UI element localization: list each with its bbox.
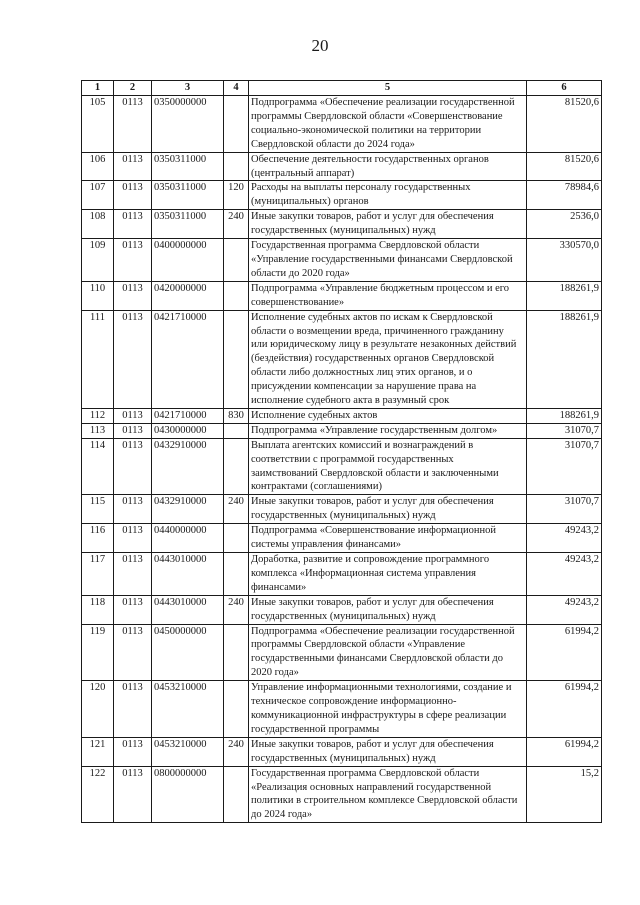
description-line: (центральный аппарат) <box>251 167 355 179</box>
amount-cell: 2536,0 <box>527 210 602 239</box>
description-line: области либо должностных лиц этих органов, и о <box>251 367 473 379</box>
header-col-1: 1 <box>82 81 114 96</box>
description-cell <box>249 96 527 153</box>
description-line: Подпрограмма «Управление государственным долгом» <box>251 424 498 436</box>
department-code-cell: 0113 <box>114 281 152 310</box>
expense-type-code-cell <box>224 239 249 282</box>
description-cell <box>249 524 527 553</box>
table-row <box>82 595 602 624</box>
row-number-cell: 106 <box>82 152 114 181</box>
description-line: техническое сопровождение информационно- <box>251 696 457 708</box>
table-header-row <box>82 81 602 96</box>
description-line: Доработка, развитие и сопровождение программного <box>251 554 490 565</box>
row-number-cell: 120 <box>82 681 114 738</box>
expense-type-code-cell <box>224 553 249 596</box>
description-cell <box>249 495 527 524</box>
target-article-code-cell: 0450000000 <box>152 624 224 681</box>
amount-cell: 81520,6 <box>527 152 602 181</box>
description-cell <box>249 408 527 423</box>
department-code-cell: 0113 <box>114 495 152 524</box>
row-number-cell: 108 <box>82 210 114 239</box>
target-article-code-cell: 0421710000 <box>152 310 224 408</box>
description-line: Исполнение судебных актов по искам к Свердловской <box>251 311 493 323</box>
amount-cell: 81520,6 <box>527 96 602 153</box>
expense-type-code-cell <box>224 624 249 681</box>
target-article-code-cell: 0350311000 <box>152 181 224 210</box>
department-code-cell: 0113 <box>114 408 152 423</box>
amount-cell: 49243,2 <box>527 595 602 624</box>
table-row <box>82 495 602 524</box>
description-line: исполнение судебного акта в разумный срок <box>251 395 450 407</box>
department-code-cell: 0113 <box>114 766 152 823</box>
description-line: Подпрограмма «Обеспечение реализации государственной <box>251 97 515 108</box>
description-line: или юридическому лицу в результате незаконных действий <box>251 339 517 351</box>
description-line: коммуникационной инфраструктуры в сфере реализации <box>251 709 507 721</box>
description-line: Свердловской области до 2024 года» <box>251 138 415 150</box>
description-line: Иные закупки товаров, работ и услуг для обеспечения <box>251 211 494 223</box>
table-row <box>82 96 602 153</box>
expense-type-code-cell: 240 <box>224 595 249 624</box>
amount-cell: 49243,2 <box>527 524 602 553</box>
department-code-cell: 0113 <box>114 438 152 495</box>
table-row <box>82 239 602 282</box>
description-line: Иные закупки товаров, работ и услуг для обеспечения <box>251 496 494 508</box>
amount-cell: 61994,2 <box>527 737 602 766</box>
amount-cell: 78984,6 <box>527 181 602 210</box>
amount-cell: 188261,9 <box>527 281 602 310</box>
header-col-4: 4 <box>224 81 249 96</box>
description-cell <box>249 210 527 239</box>
description-line: государственными финансами Свердловской области до <box>251 653 504 665</box>
description-cell <box>249 423 527 438</box>
expense-type-code-cell: 120 <box>224 181 249 210</box>
target-article-code-cell: 0420000000 <box>152 281 224 310</box>
description-line: (муниципальных) органов <box>251 196 369 208</box>
target-article-code-cell: 0432910000 <box>152 438 224 495</box>
expense-type-code-cell <box>224 438 249 495</box>
table-row <box>82 438 602 495</box>
amount-cell: 15,2 <box>527 766 602 823</box>
table-row <box>82 310 602 408</box>
description-line: Управление информационными технологиями, создание и <box>251 682 512 694</box>
row-number-cell: 105 <box>82 96 114 153</box>
table-row <box>82 210 602 239</box>
amount-cell: 61994,2 <box>527 681 602 738</box>
row-number-cell: 112 <box>82 408 114 423</box>
target-article-code-cell: 0430000000 <box>152 423 224 438</box>
header-col-2: 2 <box>114 81 152 96</box>
description-line: Обеспечение деятельности государственных органов <box>251 153 489 165</box>
target-article-code-cell: 0453210000 <box>152 681 224 738</box>
description-line: Исполнение судебных актов <box>251 409 378 421</box>
department-code-cell: 0113 <box>114 624 152 681</box>
amount-cell: 330570,0 <box>527 239 602 282</box>
header-col-5: 5 <box>249 81 527 96</box>
table-row <box>82 181 602 210</box>
description-cell <box>249 152 527 181</box>
amount-cell: 188261,9 <box>527 408 602 423</box>
description-line: заимствований Свердловской области и заключенными <box>251 467 499 479</box>
description-line: «Реализация основных направлений государственной <box>251 781 492 793</box>
expense-type-code-cell: 240 <box>224 495 249 524</box>
expense-type-code-cell <box>224 681 249 738</box>
budget-table <box>81 80 602 823</box>
expense-type-code-cell: 830 <box>224 408 249 423</box>
row-number-cell: 113 <box>82 423 114 438</box>
description-line: Иные закупки товаров, работ и услуг для обеспечения <box>251 738 494 750</box>
expense-type-code-cell <box>224 281 249 310</box>
page-number: 20 <box>311 36 329 55</box>
description-line: государственной программы <box>251 723 380 735</box>
description-line: Выплата агентских комиссий и вознаграждений в <box>251 439 474 451</box>
description-line: социально-экономической политики на территории <box>251 124 482 136</box>
description-line: финансами» <box>251 581 307 593</box>
row-number-cell: 114 <box>82 438 114 495</box>
table-row <box>82 408 602 423</box>
expense-type-code-cell <box>224 766 249 823</box>
description-line: комплекса «Информационная система управления <box>251 567 476 579</box>
description-cell <box>249 438 527 495</box>
department-code-cell: 0113 <box>114 553 152 596</box>
description-line: соответствии с программой государственных <box>251 453 454 465</box>
target-article-code-cell: 0453210000 <box>152 737 224 766</box>
department-code-cell: 0113 <box>114 524 152 553</box>
description-cell <box>249 239 527 282</box>
row-number-cell: 118 <box>82 595 114 624</box>
description-line: программы Свердловской области «Совершенствование <box>251 110 503 122</box>
description-line: политики в строительном комплексе Свердловской области <box>251 795 518 807</box>
table-row <box>82 766 602 823</box>
expense-type-code-cell <box>224 152 249 181</box>
description-line: государственных (муниципальных) нужд <box>251 225 436 237</box>
description-cell <box>249 681 527 738</box>
amount-cell: 188261,9 <box>527 310 602 408</box>
description-line: Подпрограмма «Управление бюджетным процессом и его <box>251 282 510 294</box>
description-line: Государственная программа Свердловской области <box>251 240 480 252</box>
department-code-cell: 0113 <box>114 423 152 438</box>
description-cell <box>249 553 527 596</box>
amount-cell: 31070,7 <box>527 423 602 438</box>
expense-type-code-cell <box>224 524 249 553</box>
target-article-code-cell: 0350311000 <box>152 210 224 239</box>
description-line: контрактами (соглашениями) <box>251 481 382 493</box>
description-line: государственных (муниципальных) нужд <box>251 610 436 622</box>
table-row <box>82 681 602 738</box>
department-code-cell: 0113 <box>114 210 152 239</box>
row-number-cell: 110 <box>82 281 114 310</box>
description-line: 2020 года» <box>251 667 299 679</box>
description-line: Государственная программа Свердловской области <box>251 767 480 779</box>
description-cell <box>249 624 527 681</box>
target-article-code-cell: 0350000000 <box>152 96 224 153</box>
table-row <box>82 524 602 553</box>
description-cell <box>249 181 527 210</box>
row-number-cell: 116 <box>82 524 114 553</box>
row-number-cell: 115 <box>82 495 114 524</box>
row-number-cell: 121 <box>82 737 114 766</box>
target-article-code-cell: 0421710000 <box>152 408 224 423</box>
description-line: программы Свердловской области «Управление <box>251 639 466 651</box>
target-article-code-cell: 0440000000 <box>152 524 224 553</box>
department-code-cell: 0113 <box>114 681 152 738</box>
target-article-code-cell: 0350311000 <box>152 152 224 181</box>
expense-type-code-cell <box>224 423 249 438</box>
header-col-3: 3 <box>152 81 224 96</box>
target-article-code-cell: 0443010000 <box>152 595 224 624</box>
description-line: Подпрограмма «Обеспечение реализации государственной <box>251 625 515 637</box>
row-number-cell: 119 <box>82 624 114 681</box>
amount-cell: 31070,7 <box>527 495 602 524</box>
target-article-code-cell: 0432910000 <box>152 495 224 524</box>
description-line: совершенствование» <box>251 296 345 308</box>
table-row <box>82 281 602 310</box>
table-row <box>82 737 602 766</box>
amount-cell: 49243,2 <box>527 553 602 596</box>
row-number-cell: 122 <box>82 766 114 823</box>
department-code-cell: 0113 <box>114 737 152 766</box>
amount-cell: 31070,7 <box>527 438 602 495</box>
description-line: Расходы на выплаты персоналу государственных <box>251 182 471 194</box>
description-line: (бездействия) государственных органов Свердловской <box>251 353 495 365</box>
table-row <box>82 152 602 181</box>
table-row <box>82 624 602 681</box>
department-code-cell: 0113 <box>114 595 152 624</box>
description-cell <box>249 737 527 766</box>
table-body <box>82 96 602 823</box>
row-number-cell: 109 <box>82 239 114 282</box>
target-article-code-cell: 0443010000 <box>152 553 224 596</box>
expense-type-code-cell: 240 <box>224 737 249 766</box>
expense-type-code-cell <box>224 310 249 408</box>
expense-type-code-cell: 240 <box>224 210 249 239</box>
row-number-cell: 107 <box>82 181 114 210</box>
description-line: государственных (муниципальных) нужд <box>251 752 436 764</box>
description-line: Иные закупки товаров, работ и услуг для обеспечения <box>251 596 494 608</box>
department-code-cell: 0113 <box>114 239 152 282</box>
description-cell <box>249 310 527 408</box>
target-article-code-cell: 0400000000 <box>152 239 224 282</box>
description-line: присуждении компенсации за нарушение права на <box>251 381 477 393</box>
description-cell <box>249 766 527 823</box>
table-row <box>82 553 602 596</box>
header-col-6: 6 <box>527 81 602 96</box>
description-line: системы управления финансами» <box>251 539 401 551</box>
description-line: до 2024 года» <box>251 809 313 821</box>
row-number-cell: 117 <box>82 553 114 596</box>
department-code-cell: 0113 <box>114 152 152 181</box>
description-cell <box>249 595 527 624</box>
description-line: «Управление государственными финансами Свердловской <box>251 253 513 265</box>
description-line: Подпрограмма «Совершенствование информационной <box>251 525 496 537</box>
table-row <box>82 423 602 438</box>
amount-cell: 61994,2 <box>527 624 602 681</box>
expense-type-code-cell <box>224 96 249 153</box>
target-article-code-cell: 0800000000 <box>152 766 224 823</box>
description-line: государственных (муниципальных) нужд <box>251 510 436 522</box>
description-line: области о возмещении вреда, причиненного гражданину <box>251 325 504 337</box>
description-cell <box>249 281 527 310</box>
row-number-cell: 111 <box>82 310 114 408</box>
department-code-cell: 0113 <box>114 310 152 408</box>
department-code-cell: 0113 <box>114 181 152 210</box>
description-line: области до 2020 года» <box>251 267 350 279</box>
department-code-cell: 0113 <box>114 96 152 153</box>
